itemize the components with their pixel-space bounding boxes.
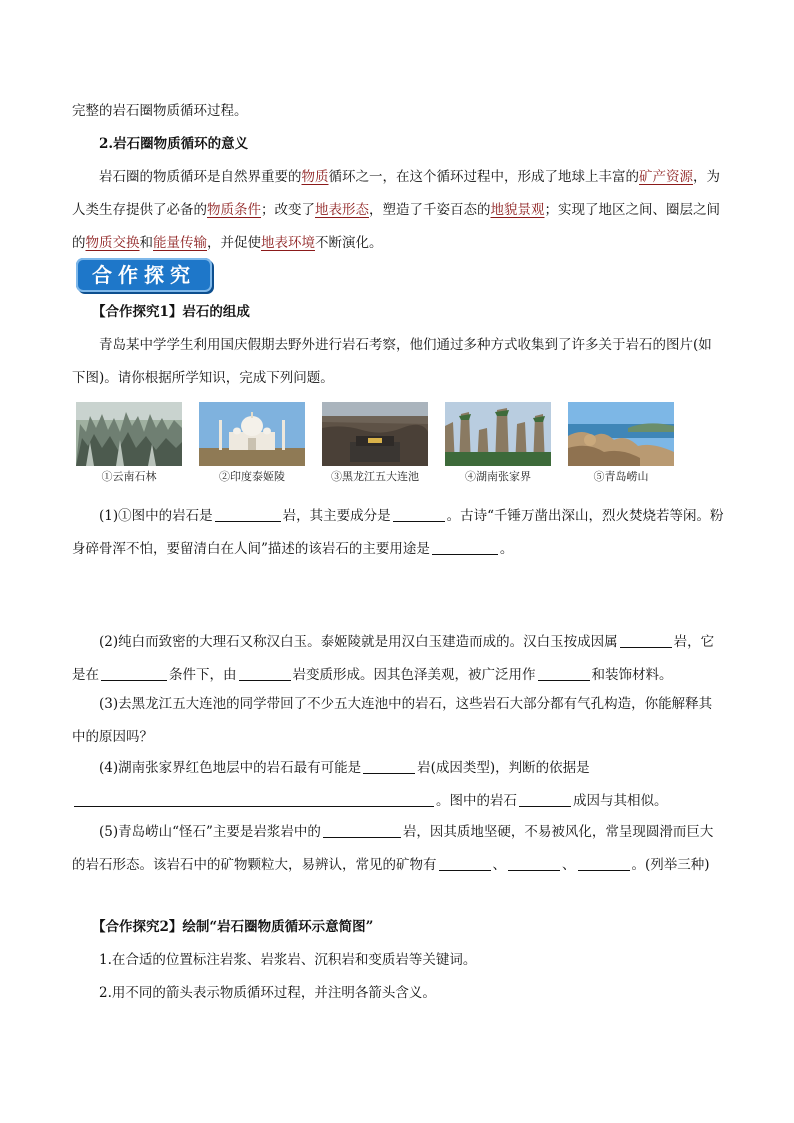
answer-blank[interactable] [101, 666, 167, 681]
term-surface-environment: 地表环境 [261, 235, 315, 251]
inquiry2-step1: 1.在合适的位置标注岩浆、岩浆岩、沉积岩和变质岩等关键词。 [99, 952, 477, 968]
term-energy-transfer: 能量传输 [153, 235, 207, 251]
question-4: (4)湖南张家界红色地层中的岩石最有可能是 岩(成因类型)，判断的依据是。图中的岩石 成因与其相似。 [72, 752, 724, 818]
photo-yunnan-stone-forest [76, 402, 182, 492]
volcanic-field-photo [322, 402, 428, 466]
inquiry2-step2: 2.用不同的箭头表示物质循环过程，并注明各箭头含义。 [99, 985, 436, 1001]
answer-blank[interactable] [508, 856, 560, 871]
answer-blank[interactable] [439, 856, 491, 871]
term-material-exchange: 物质交换 [85, 235, 140, 251]
photo-caption: ⑤青岛崂山 [593, 470, 649, 483]
sandstone-pillars-photo [445, 402, 551, 466]
answer-blank[interactable] [538, 666, 590, 681]
term-surface-form: 地表形态 [315, 202, 369, 218]
answer-blank[interactable] [519, 792, 571, 807]
question-5: (5)青岛崂山“怪石”主要是岩浆岩中的 岩，因其质地坚硬，不易被风化，常呈现圆滑而巨大的岩石形态。该岩石中的矿物颗粒大，易辨认，常见的矿物有 、 、 。(列举三种) [72, 824, 714, 873]
taj-mahal-photo [199, 402, 305, 466]
photo-caption: ③黑龙江五大连池 [331, 470, 419, 483]
photo-caption: ①云南石林 [101, 470, 157, 483]
cooperative-inquiry-badge: 合作探究 [76, 258, 212, 292]
term-material-conditions: 物质条件 [207, 202, 261, 218]
photo-caption: ④湖南张家界 [465, 470, 531, 483]
intro-tail: 完整的岩石圈物质循环过程。 [72, 103, 248, 119]
answer-blank[interactable] [620, 633, 672, 648]
question-3: (3)去黑龙江五大连池的同学带回了不少五大连池中的岩石，这些岩石大部分都有气孔构造，你能解释其中的原因吗？ [72, 696, 713, 745]
photo-laoshan [568, 402, 674, 492]
question-1: (1)①图中的岩石是 岩，其主要成分是 。古诗“千锤万凿出深山，烈火焚烧若等闲。粉身碎骨浑不怕，要留清白在人间”描述的该岩石的主要用途是 。 [72, 508, 724, 557]
inquiry1-intro: 青岛某中学学生利用国庆假期去野外进行岩石考察，他们通过多种方式收集到了许多关于岩石的图片(如下图)。请你根据所学知识，完成下列问题。 [72, 337, 712, 386]
answer-blank[interactable] [393, 507, 445, 522]
answer-blank[interactable] [363, 759, 415, 774]
section2-body: 岩石圈的物质循环是自然界重要的物质循环之一，在这个循环过程中，形成了地球上丰富的矿产资源，为人类生存提供了必备的物质条件；改变了地表形态，塑造了千姿百态的地貌景观；实现了地区之间、圈层之间的物质交换和能量传输，并促使地表环境不断演化。 [72, 169, 720, 251]
granite-coast-photo [568, 402, 674, 466]
answer-blank[interactable] [215, 507, 281, 522]
term-landform-scenery: 地貌景观 [490, 202, 545, 218]
inquiry1-title: 【合作探究1】岩石的组成 [92, 304, 250, 320]
rock-photo-strip [76, 402, 676, 492]
answer-blank[interactable] [239, 666, 291, 681]
karst-stone-forest-photo [76, 402, 182, 466]
photo-caption: ②印度泰姬陵 [219, 470, 285, 483]
photo-wudalianchi [322, 402, 428, 492]
term-mineral-resources: 矿产资源 [639, 169, 693, 185]
section2-heading: 2.岩石圈物质循环的意义 [99, 136, 249, 152]
photo-taj-mahal [199, 402, 305, 492]
term-wuzhi: 物质 [301, 169, 329, 185]
question-2: (2)纯白而致密的大理石又称汉白玉。泰姬陵就是用汉白玉建造而成的。汉白玉按成因属 岩，它是在 条件下，由 岩变质形成。因其色泽美观，被广泛用作 和装饰材料。 [72, 634, 715, 683]
answer-blank[interactable] [578, 856, 630, 871]
answer-blank[interactable] [323, 823, 401, 838]
inquiry2-title: 【合作探究2】绘制“岩石圈物质循环示意简图” [92, 919, 374, 935]
answer-blank[interactable] [74, 792, 434, 807]
answer-blank[interactable] [432, 540, 498, 555]
photo-zhangjiajie [445, 402, 551, 492]
